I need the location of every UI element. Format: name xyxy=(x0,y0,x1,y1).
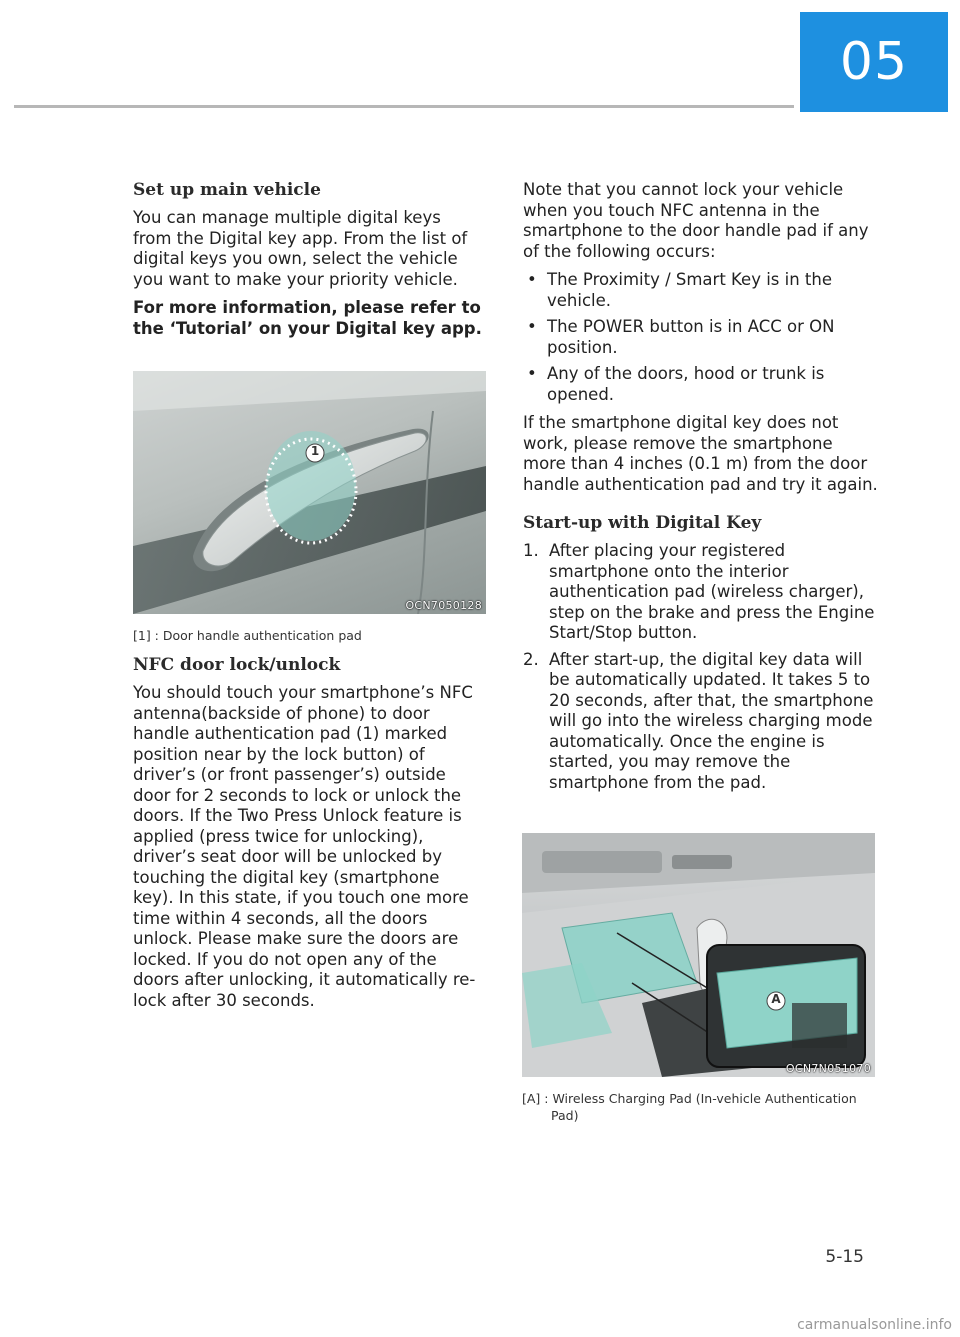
door-handle-illustration xyxy=(133,371,486,614)
console-figure-caption xyxy=(522,1090,877,1124)
startup-heading: Start-up with Digital Key xyxy=(523,513,762,533)
list-item: • The Proximity / Smart Key is in the vehicle. xyxy=(523,270,878,311)
door-figure-caption: [1] : Door handle authentication pad xyxy=(133,628,362,643)
caption-line-2: Pad) xyxy=(551,1108,579,1123)
chapter-number: 05 xyxy=(839,32,909,92)
note-intro: Note that you cannot lock your vehicle when you touch NFC antenna in the smartphone to the door handle pad if any of the following occurs: xyxy=(523,180,869,261)
list-item: • The POWER button is in ACC or ON position. xyxy=(523,317,878,358)
console-illustration xyxy=(522,833,875,1077)
console-figure xyxy=(522,833,875,1077)
left-column-bottom xyxy=(133,655,483,1019)
list-item xyxy=(523,541,878,644)
step-text: After placing your registered smartphone onto the interior authentication pad (wireless charger), step on the brake and press the Engine Start/Stop button. xyxy=(549,541,875,642)
callout-a-label: A xyxy=(771,992,781,1006)
door-handle-figure xyxy=(133,371,486,614)
page-number: 5-15 xyxy=(825,1247,864,1267)
right-column xyxy=(523,180,878,799)
step-number: 2. xyxy=(523,649,539,669)
left-column-top xyxy=(133,180,483,347)
nfc-heading: NFC door lock/unlock xyxy=(133,655,341,675)
step-text: After start-up, the digital key data will be automatically updated. It takes 5 to 20 seconds, after that, the smartphone will go into the wireless charging mode automatically. Once the engine is started, you may remove the smartphone from the pad. xyxy=(549,649,874,792)
list-item: • Any of the doors, hood or trunk is opened. xyxy=(523,364,878,405)
setup-heading: Set up main vehicle xyxy=(133,180,321,200)
figure-code: OCN7050128 xyxy=(405,599,482,612)
header-rule xyxy=(14,105,794,108)
setup-text: You can manage multiple digital keys from the Digital key app. From the list of digital keys you own, select the vehicle you want to make your priority vehicle. xyxy=(133,208,468,289)
startup-steps xyxy=(523,541,878,793)
nfc-text: You should touch your smartphone’s NFC antenna(backside of phone) to door handle authentication pad (1) marked position near by the lock button) of driver’s (or front passenger’s) outside door for 2 seconds to lock or unlock the doors. If the Two Press Unlock feature is applied (press twice for unlocking), driver’s seat door will be unlocked by touching the digital key (smartphone key). In this state, if you touch one more time within 4 seconds, all the doors unlock. Please make sure the doors are locked. If you do not open any of the doors after unlocking, it automatically re-lock after 30 seconds. xyxy=(133,683,476,1010)
chapter-tab xyxy=(800,12,948,112)
caption-line-1: [A] : Wireless Charging Pad (In-vehicle Authentication xyxy=(522,1091,857,1106)
setup-bold-note: For more information, please refer to the ‘Tutorial’ on your Digital key app. xyxy=(133,298,482,338)
list-item xyxy=(523,650,878,794)
watermark: carmanualsonline.info xyxy=(797,1317,952,1333)
condition-list xyxy=(523,270,878,405)
figure-code: OCN7N051070 xyxy=(785,1062,871,1075)
callout-1-label: 1 xyxy=(310,444,320,458)
not-work-text: If the smartphone digital key does not work, please remove the smartphone more than 4 inches (0.1 m) from the door handle authentication pad and try it again. xyxy=(523,413,878,494)
step-number: 1. xyxy=(523,541,539,560)
